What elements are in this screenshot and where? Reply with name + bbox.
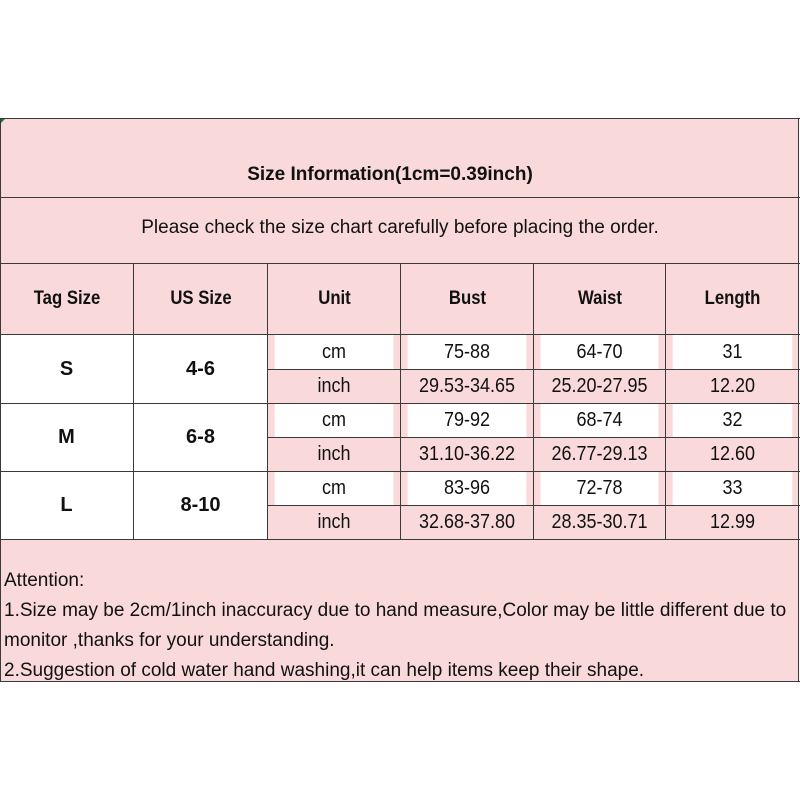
- bust-cell: 29.53-34.65: [418, 375, 516, 397]
- table-border: [0, 118, 1, 682]
- table-border: [798, 118, 799, 682]
- table-border: [268, 505, 800, 506]
- waist-cell: 64-70: [541, 335, 659, 369]
- header-bust: Bust: [448, 288, 487, 309]
- notes-line: 1.Size may be 2cm/1inch inaccuracy due to hand measure,Color may be little different due to: [4, 600, 787, 621]
- length-cell: 12.60: [709, 443, 756, 465]
- unit-cell: cm: [275, 472, 394, 505]
- length-cell: 33: [673, 472, 793, 505]
- notes-line: 2.Suggestion of cold water hand washing,it can help items keep their shape.: [4, 660, 645, 681]
- notes-line: monitor ,thanks for your understanding.: [4, 630, 335, 651]
- bust-cell: 79-92: [408, 404, 527, 437]
- waist-cell: 72-78: [541, 472, 659, 505]
- length-cell: 32: [673, 404, 793, 437]
- attention-notes: [4, 566, 794, 686]
- table-border: [267, 263, 268, 540]
- unit-cell: inch: [317, 511, 351, 533]
- notes-heading: Attention:: [4, 570, 85, 591]
- unit-cell: cm: [275, 404, 394, 437]
- length-cell: 12.20: [709, 375, 756, 397]
- unit-cell: cm: [275, 335, 394, 369]
- us-size-cell: 4-6: [134, 335, 267, 403]
- page-subtitle: Please check the size chart carefully before placing the order.: [141, 217, 659, 238]
- table-border: [665, 263, 666, 540]
- bust-cell: 83-96: [408, 472, 527, 505]
- bust-cell: 75-88: [408, 335, 527, 369]
- tag-size-cell: L: [0, 472, 133, 539]
- table-border: [268, 369, 800, 370]
- bust-cell: 31.10-36.22: [418, 443, 516, 465]
- table-border: [0, 118, 800, 119]
- header-length: Length: [704, 288, 761, 309]
- bust-cell: 32.68-37.80: [418, 511, 516, 533]
- waist-cell: 68-74: [541, 404, 659, 437]
- table-border: [133, 263, 134, 540]
- table-border: [400, 263, 401, 540]
- header-unit: Unit: [318, 288, 351, 309]
- unit-cell: inch: [317, 375, 351, 397]
- waist-cell: 26.77-29.13: [551, 443, 648, 465]
- table-border: [268, 437, 800, 438]
- tag-size-cell: M: [0, 404, 133, 471]
- table-border: [0, 197, 800, 198]
- us-size-cell: 8-10: [134, 472, 267, 539]
- table-border: [533, 263, 534, 540]
- length-cell: 31: [673, 335, 793, 369]
- tag-size-cell: S: [0, 335, 133, 403]
- header-tag-size: Tag Size: [33, 288, 101, 309]
- header-us-size: US Size: [170, 288, 232, 309]
- header-waist: Waist: [578, 288, 622, 309]
- us-size-cell: 6-8: [134, 404, 267, 471]
- length-cell: 12.99: [709, 511, 756, 533]
- unit-cell: inch: [317, 443, 351, 465]
- waist-cell: 25.20-27.95: [551, 375, 648, 397]
- waist-cell: 28.35-30.71: [551, 511, 648, 533]
- page-title: Size Information(1cm=0.39inch): [247, 164, 533, 185]
